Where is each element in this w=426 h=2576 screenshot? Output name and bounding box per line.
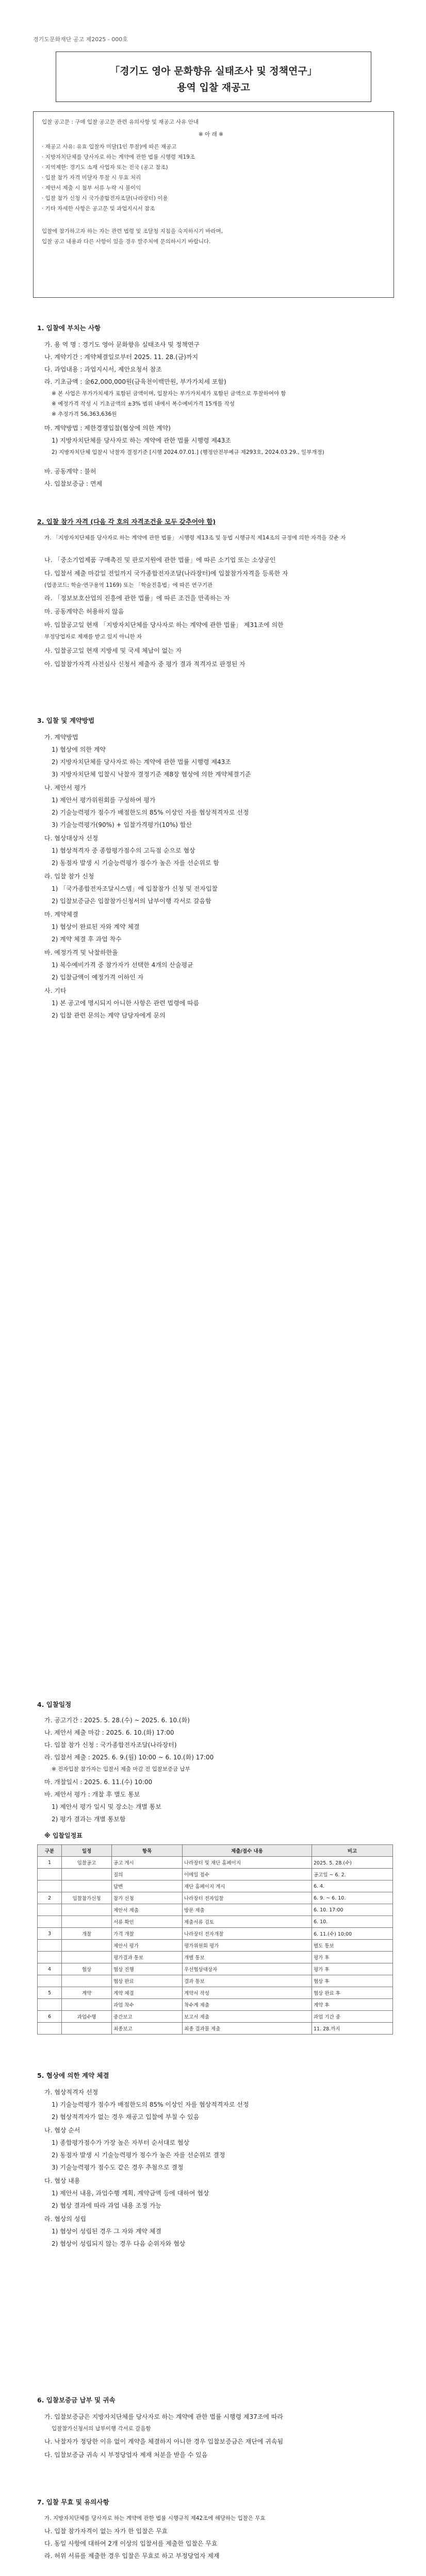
table-cell: 공고일 ~ 6. 2.	[312, 1869, 393, 1880]
table-cell	[38, 1975, 62, 1987]
section-3-item: 2) 입찰 관련 문의는 계약 담당자에게 문의	[52, 1012, 166, 1019]
table-cell: 과업 착수	[112, 1999, 183, 2011]
section-3-item: 1) 본 공고에 명시되지 아니한 사항은 관련 법령에 따름	[52, 999, 200, 1007]
table-row	[38, 1892, 393, 1904]
schedule-table	[37, 1844, 393, 2035]
table-cell: 과업수행	[62, 2011, 112, 2023]
section-3-item: 2) 기술능력평가 점수가 배점한도의 85% 이상인 자를 협상적격자로 선정	[52, 809, 249, 816]
section-4-note: ※ 전자입찰 참가자는 입찰서 제출 마감 전 입찰보증금 납부	[52, 1766, 190, 1772]
notice-line: · 재공고 사유: 유효 입찰자 미달(1인 투찰)에 따른 재공고	[42, 144, 177, 150]
table-cell: 재단 홈페이지 게시	[183, 1880, 312, 1892]
notice-line: · 입찰 참가 자격 미달자 투찰 시 무효 처리	[42, 175, 141, 181]
table-cell	[38, 1940, 62, 1952]
table-cell: 우선협상대상자	[183, 1963, 312, 1975]
table-cell: 6. 9. ~ 6. 10.	[312, 1892, 393, 1904]
table-row	[38, 1940, 393, 1952]
section-1-note: ※ 예정가격 작성 시 기초금액의 ±3% 범위 내에서 복수예비가격 15개를 작성	[52, 401, 235, 407]
section-4-item: 1) 제안서 평가 일시 및 장소는 개별 통보	[52, 1803, 161, 1810]
table-cell: 착수계 제출	[183, 1999, 312, 2011]
notice-line: ※ 아 래 ※	[199, 131, 223, 138]
table-cell: 제안서 제출	[112, 1904, 183, 1916]
table-cell	[38, 1916, 62, 1928]
table-cell: 나라장터 및 재단 홈페이지	[183, 1857, 312, 1869]
section-1-item: 라. 기초금액 : 金62,000,000원(금육천이백만원, 부가가치세 포함)	[44, 378, 226, 385]
section-3-item: 1) 복수예비가격 중 참가자가 선택한 4개의 산술평균	[52, 961, 193, 969]
section-6-item: 입찰참가신청서의 납부이행 각서로 갈음함	[52, 2426, 151, 2432]
table-header: 항목	[112, 1845, 183, 1857]
section-2-item: 다. 입찰서 제출 마감일 전일까지 국가종합전자조달(나라장터)에 입찰참가자격을 등록한 자	[44, 570, 288, 577]
section-5-item: 다. 협상 내용	[44, 2177, 80, 2184]
table-cell: 2	[38, 1892, 62, 1904]
table-cell: 입찰공고	[62, 1857, 112, 1869]
section-4-item: 가. 공고기간 : 2025. 5. 28.(수) ~ 2025. 6. 10.(화)	[44, 1717, 190, 1724]
section-3-item: 1) 협상에 의한 계약	[52, 746, 106, 753]
table-row	[38, 2011, 393, 2023]
table-cell	[62, 1940, 112, 1952]
section-3-item: 1) 제안서 평가위원회를 구성하여 평가	[52, 796, 156, 804]
notice-line: 입찰 공고 내용과 다른 사항이 있을 경우 발주처에 문의하시기 바랍니다.	[42, 239, 211, 245]
section-2-item: 아. 입찰참가자격 사전심사 신청서 제출자 중 평가 결과 적격자로 판정된 자	[44, 660, 245, 668]
schedule-caption: ※ 입찰일정표	[44, 1832, 83, 1839]
section-5-item: 2) 협상이 성립되지 않는 경우 다음 순위자와 협상	[52, 2240, 186, 2247]
section-4-item: 2) 평가 결과는 개별 통보함	[52, 1816, 126, 1823]
table-header: 일정	[62, 1845, 112, 1857]
table-cell: 6. 10. 17:00	[312, 1904, 393, 1916]
notice-line: 입찰에 참가하고자 하는 자는 관련 법령 및 조달청 지침을 숙지하시기 바라며,	[42, 228, 223, 234]
section-5-item: 가. 협상적격자 선정	[44, 2089, 99, 2096]
section-1-item: 다. 과업내용 : 과업지시서, 제안요청서 참조	[44, 366, 162, 373]
table-cell: 서류 확인	[112, 1916, 183, 1928]
notice-box	[33, 111, 394, 298]
table-cell: 6. 11.(수) 10:00	[312, 1928, 393, 1940]
table-row	[38, 1869, 393, 1880]
section-3-item: 다. 협상대상자 선정	[44, 835, 99, 842]
section-2-title: 2. 입찰 참가 자격 (다음 각 호의 자격조건을 모두 갖추어야 함)	[37, 518, 216, 526]
table-row	[38, 1952, 393, 1963]
document-reference: 경기도문화재단 공고 제2025 - 000호	[33, 36, 128, 43]
table-cell: 6	[38, 2011, 62, 2023]
table-cell: 답변	[112, 1880, 183, 1892]
section-3-item: 3) 기술능력평가(90%) + 입찰가격평가(10%) 합산	[52, 821, 192, 828]
table-row	[38, 2023, 393, 2035]
section-2-item: 마. 공동계약은 허용하지 않음	[44, 608, 124, 615]
section-3-item: 마. 계약체결	[44, 911, 78, 918]
table-cell: 계약 체결	[112, 1987, 183, 1999]
section-3-item: 3) 지방자치단체 입찰시 낙찰자 결정기준 제8장 협상에 의한 계약체결기준	[52, 771, 251, 778]
section-4-item: 나. 제안서 제출 마감 : 2025. 6. 10.(화) 17:00	[44, 1729, 174, 1736]
section-6-item: 다. 입찰보증금 귀속 시 부정당업자 제재 처분을 받을 수 있음	[44, 2451, 208, 2459]
section-4-item: 마. 개찰일시 : 2025. 6. 11.(수) 10:00	[44, 1778, 153, 1786]
table-row	[38, 1999, 393, 2011]
section-5-item: 3) 기술능력평가 점수도 같은 경우 추첨으로 결정	[52, 2164, 184, 2171]
section-3-item: 2) 지방자치단체를 당사자로 하는 계약에 관한 법률 시행령 제43조	[52, 758, 231, 766]
table-cell: 제안서 평가	[112, 1940, 183, 1952]
section-2-item: 사. 입찰공고일 현재 지방세 및 국세 체납이 없는 자	[44, 647, 182, 654]
section-5-item: 나. 협상 순서	[44, 2127, 80, 2134]
table-cell: 협상 후	[312, 1975, 393, 1987]
table-cell	[62, 1916, 112, 1928]
section-4-item: 바. 제안서 평가 : 개찰 후 별도 통보	[44, 1791, 140, 1798]
table-cell: 나라장터 전자개찰	[183, 1928, 312, 1940]
table-cell: 공고 게시	[112, 1857, 183, 1869]
table-cell	[62, 1999, 112, 2011]
table-cell: 최종 결과물 제출	[183, 2023, 312, 2035]
table-cell: 입찰참가신청	[62, 1892, 112, 1904]
table-cell	[62, 1904, 112, 1916]
notice-line: · 제안서 제출 시 첨부 서류 누락 시 불이익	[42, 185, 141, 191]
section-7-title: 7. 입찰 무효 및 유의사항	[37, 2498, 109, 2506]
title-box	[56, 52, 371, 102]
section-3-item: 나. 제안서 평가	[44, 784, 86, 791]
table-cell	[38, 1904, 62, 1916]
table-cell: 평가결과 통보	[112, 1952, 183, 1963]
table-row	[38, 1880, 393, 1892]
table-cell: 보고서 제출	[183, 2011, 312, 2023]
table-cell	[38, 2023, 62, 2035]
notice-line: · 지역제한: 경기도 소재 사업자 또는 전국 (공고 참조)	[42, 164, 168, 171]
table-cell: 제출서류 검토	[183, 1916, 312, 1928]
table-row	[38, 1987, 393, 1999]
table-row	[38, 1904, 393, 1916]
table-cell: 3	[38, 1928, 62, 1940]
table-cell: 개별 통보	[183, 1952, 312, 1963]
section-5-item: 1) 기술능력평가 점수가 배점한도의 85% 이상인 자를 협상적격자로 선정	[52, 2101, 249, 2108]
section-3-item: 1) 「국가종합전자조달시스템」에 입찰참가 신청 및 전자입찰	[52, 885, 218, 892]
table-cell: 질의	[112, 1869, 183, 1880]
title-line-1: 「경기도 영아 문화향유 실태조사 및 정책연구」	[110, 65, 317, 77]
table-row	[38, 1928, 393, 1940]
table-cell: 협상 진행	[112, 1963, 183, 1975]
table-cell	[62, 1975, 112, 1987]
table-cell: 평가 후	[312, 1963, 393, 1975]
table-cell: 계약서 작성	[183, 1987, 312, 1999]
section-1-item: 1) 지방자치단체를 당사자로 하는 계약에 관한 법률 시행령 제43조	[52, 437, 231, 444]
table-cell	[38, 1952, 62, 1963]
section-1-item: 나. 계약기간 : 계약체결일로부터 2025. 11. 28.(금)까지	[44, 353, 199, 361]
table-header: 비고	[312, 1845, 393, 1857]
notice-line: 입찰 공고문 : 구매 입찰 공고문 관련 유의사항 및 재공고 사유 안내	[42, 119, 199, 125]
section-4-title: 4. 입찰일정	[37, 1701, 72, 1708]
section-3-item: 라. 입찰 참가 신청	[44, 873, 94, 880]
table-cell: 협상 완료 후	[312, 1987, 393, 1999]
table-cell: 4	[38, 1963, 62, 1975]
table-row	[38, 1963, 393, 1975]
table-cell: 5	[38, 1987, 62, 1999]
table-cell: 최종보고	[112, 2023, 183, 2035]
section-1-item: 가. 용 역 명 : 경기도 영아 문화향유 실태조사 및 정책연구	[44, 341, 200, 348]
table-cell: 계약 후	[312, 1999, 393, 2011]
table-cell: 11. 28.까지	[312, 2023, 393, 2035]
section-3-title: 3. 입찰 및 계약방법	[37, 717, 95, 724]
table-cell: 개찰	[62, 1928, 112, 1940]
table-cell: 이메일 접수	[183, 1869, 312, 1880]
table-cell: 별도 통보	[312, 1940, 393, 1952]
table-row	[38, 1916, 393, 1928]
section-1-note: ※ 추정가격 56,363,636원	[52, 411, 117, 417]
table-cell: 방문 제출	[183, 1904, 312, 1916]
section-5-item: 라. 협상의 성립	[44, 2215, 86, 2223]
table-cell: 협상	[62, 1963, 112, 1975]
table-cell: 평가 후	[312, 1952, 393, 1963]
section-1-item: 2) 지방자치단체 입찰시 낙찰자 결정기준 [시행 2024.07.01.] (행정안전부예규 제293호, 2024.03.29., 일부개정)	[52, 449, 324, 455]
table-cell: 1	[38, 1857, 62, 1869]
section-3-item: 1) 협상적격자 중 종합평가점수의 고득점 순으로 협상	[52, 847, 195, 854]
table-cell: 결과 통보	[183, 1975, 312, 1987]
table-cell	[62, 1880, 112, 1892]
section-5-title: 5. 협상에 의한 계약 체결	[37, 2072, 109, 2079]
table-cell: 평가위원회 평가	[183, 1940, 312, 1952]
table-header: 제출/접수 내용	[183, 1845, 312, 1857]
notice-line: · 입찰 참가 신청 시 국가종합전자조달(나라장터) 이용	[42, 195, 168, 201]
section-1-note: ※ 본 사업은 부가가치세가 포함된 금액이며, 입찰자는 부가가치세가 포함된 금액으로 투찰하여야 함	[52, 391, 286, 397]
section-7-item: 나. 입찰 참가자격이 없는 자가 한 입찰은 무효	[44, 2528, 168, 2535]
section-2-item: 라. 「정보보호산업의 진흥에 관한 법률」에 따른 조건을 만족하는 자	[44, 595, 230, 602]
notice-line: · 지방자치단체를 당사자로 하는 계약에 관한 법률 시행령 제19조	[42, 154, 195, 160]
table-cell	[62, 2023, 112, 2035]
table-cell: 나라장터 전자입찰	[183, 1892, 312, 1904]
section-5-item: 1) 종합평가점수가 가장 높은 자부터 순서대로 협상	[52, 2139, 190, 2146]
section-1-item: 사. 입찰보증금 : 면제	[44, 480, 103, 487]
section-5-item: 2) 동점자 발생 시 기술능력평가 점수가 높은 자를 선순위로 결정	[52, 2151, 225, 2159]
section-2-item: 나. 「중소기업제품 구매촉진 및 판로지원에 관한 법률」에 따른 소기업 또는 소상공인	[44, 556, 276, 564]
section-7-item: 라. 허위 서류를 제출한 경우 입찰은 무효로 하고 부정당업자 제재	[44, 2552, 220, 2560]
section-2-item: 바. 입찰공고일 현재 「지방자치단체를 당사자로 하는 계약에 관한 법률」 제31조에 의한	[44, 621, 284, 629]
section-7-item: 가. 지방자치단체를 당사자로 하는 계약에 관한 법률 시행규칙 제42조에 해당하는 입찰은 무효	[44, 2515, 266, 2521]
table-cell	[38, 1880, 62, 1892]
section-7-item: 다. 동일 사항에 대하여 2개 이상의 입찰서를 제출한 입찰은 무효	[44, 2540, 218, 2547]
section-2-item: (업종코드: 학술·연구용역 1169) 또는 「학술진흥법」에 따른 연구기관	[44, 582, 213, 588]
section-4-item: 다. 입찰 참가 신청 : 국가종합전자조달(나라장터)	[44, 1741, 177, 1749]
section-4-item: 라. 입찰서 제출 : 2025. 6. 9.(월) 10:00 ~ 6. 10.(화) 17:00	[44, 1754, 214, 1761]
table-cell	[38, 1999, 62, 2011]
section-6-title: 6. 입찰보증금 납부 및 귀속	[37, 2396, 116, 2404]
table-cell: 중간보고	[112, 2011, 183, 2023]
section-3-item: 2) 입찰금액이 예정가격 이하인 자	[52, 974, 144, 981]
section-1-item: 마. 계약방법 : 제한경쟁입찰(협상에 의한 계약)	[44, 425, 171, 432]
table-cell: 가격 개찰	[112, 1928, 183, 1940]
section-3-item: 사. 기타	[44, 987, 67, 994]
section-1-title: 1. 입찰에 부치는 사항	[37, 324, 101, 332]
notice-line: · 기타 자세한 사항은 공고문 및 과업지시서 참조	[42, 206, 155, 212]
section-5-item: 2) 협상적격자가 없는 경우 재공고 입찰에 부칠 수 있음	[52, 2113, 200, 2121]
section-2-item: 가. 「지방자치단체를 당사자로 하는 계약에 관한 법률」 시행령 제13조 및 동법 시행규칙 제14조의 규정에 의한 자격을 갖춘 자	[44, 535, 346, 541]
section-6-item: 가. 입찰보증금은 지방자치단체를 당사자로 하는 계약에 관한 법률 시행령 제37조에 따라	[44, 2413, 283, 2420]
table-cell	[38, 1869, 62, 1880]
table-cell	[62, 1869, 112, 1880]
section-3-item: 바. 예정가격 및 낙찰하한율	[44, 949, 118, 956]
section-1-item: 바. 공동계약 : 불허	[44, 468, 96, 475]
table-header: 구분	[38, 1845, 62, 1857]
table-cell: 계약	[62, 1987, 112, 1999]
table-row	[38, 1975, 393, 1987]
section-3-item: 가. 계약방법	[44, 734, 78, 741]
table-cell: 참가 신청	[112, 1892, 183, 1904]
section-6-item: 나. 낙찰자가 정당한 이유 없이 계약을 체결하지 아니한 경우 입찰보증금은 재단에 귀속됨	[44, 2438, 284, 2445]
table-cell: 과업 기간 중	[312, 2011, 393, 2023]
section-2-item: 부정당업자로 제재를 받고 있지 아니한 자	[44, 634, 142, 640]
section-5-item: 1) 협상이 성립된 경우 그 자와 계약 체결	[52, 2228, 161, 2235]
section-3-item: 1) 협상이 완료된 자와 계약 체결	[52, 923, 140, 930]
section-3-item: 2) 계약 체결 후 과업 착수	[52, 936, 122, 943]
table-cell: 6. 10.	[312, 1916, 393, 1928]
table-cell: 협상 완료	[112, 1975, 183, 1987]
section-3-item: 2) 동점자 발생 시 기술능력평가 점수가 높은 자를 선순위로 함	[52, 859, 219, 867]
section-5-item: 2) 협상 결과에 따라 과업 내용 조정 가능	[52, 2202, 161, 2209]
table-row	[38, 1857, 393, 1869]
section-3-item: 2) 입찰보증금은 입찰참가신청서의 납부이행 각서로 갈음함	[52, 897, 211, 905]
section-5-item: 1) 제안서 내용, 과업수행 계획, 계약금액 등에 대하여 협상	[52, 2190, 209, 2197]
table-cell: 2025. 5. 28.(수)	[312, 1857, 393, 1869]
table-cell	[62, 1952, 112, 1963]
title-line-2: 용역 입찰 재공고	[177, 82, 250, 93]
table-cell: 6. 4.	[312, 1880, 393, 1892]
